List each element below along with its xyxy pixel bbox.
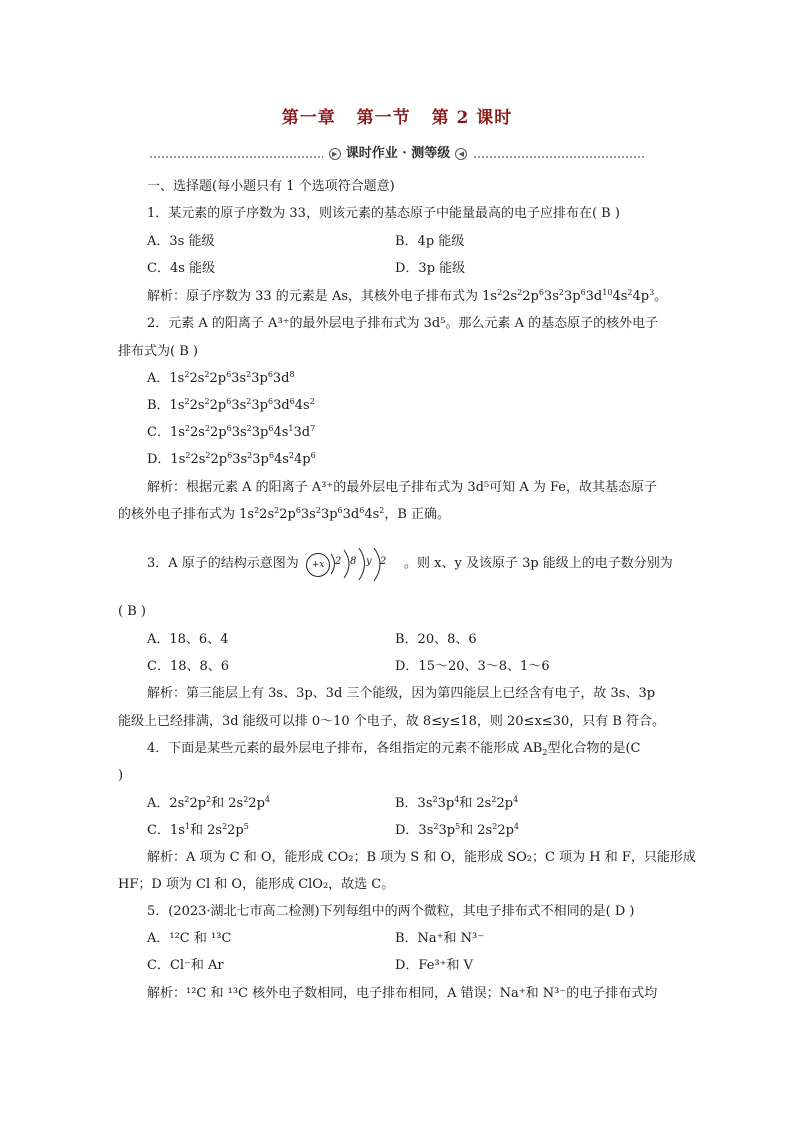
q2-analysis-line2	[118, 507, 450, 523]
config-superscript: 6	[538, 288, 544, 297]
q1-electron-config	[482, 289, 667, 304]
q4-option-d	[395, 823, 519, 839]
config-text: 2p	[497, 823, 514, 838]
q3-option-b: B．20、8、6	[395, 632, 477, 647]
config-superscript: 2	[288, 451, 294, 460]
config-text: 3d	[273, 398, 290, 413]
config-superscript: 2	[254, 506, 260, 515]
config-superscript: 6	[359, 506, 365, 515]
config-text: 2p	[522, 289, 539, 304]
config-text: 2s	[190, 452, 206, 467]
q2-option-c	[147, 425, 315, 441]
config-text: 3d	[585, 289, 603, 304]
q1-analysis	[147, 289, 667, 305]
q5-stem: 5．(2023·湖北七市高二检测)下列每组中的两个微粒，其电子排布式不相同的是( D )	[147, 904, 635, 919]
q3-answer: ( B )	[118, 604, 146, 619]
q4-analysis-line1: 解析：A 项为 C 和 O，能形成 CO₂；B 项为 S 和 O，能形成 SO₂；C 项为 H 和 F，只能形成	[147, 850, 696, 865]
config-text: 3d	[272, 371, 290, 386]
q4-analysis-line2: HF；D 项为 Cl 和 O，能形成 ClO₂，故选 C。	[118, 877, 395, 892]
config-text: 的核外电子排布式为 1s	[118, 507, 255, 522]
config-text: 和 2s	[211, 796, 244, 811]
config-text: B．1s	[147, 398, 185, 413]
config-text: 1s	[482, 289, 498, 304]
config-text: 和 2s	[459, 796, 492, 811]
section-label: 第一节	[356, 108, 411, 128]
config-text: 和 2s	[460, 823, 493, 838]
config-text: 2p	[209, 398, 227, 413]
config-text: D．1s	[147, 452, 186, 467]
config-text: 2s	[189, 371, 205, 386]
config-superscript: 6	[580, 288, 586, 297]
config-superscript: 3	[649, 288, 655, 297]
config-text: 3p	[438, 823, 456, 838]
shell-label: 8	[350, 556, 357, 567]
q1-option-d: D．3p 能级	[395, 261, 466, 276]
config-superscript: 4	[454, 795, 460, 804]
config-superscript: 2	[315, 506, 321, 515]
section-heading: 一、选择题(每小题只有 1 个选项符合题意)	[147, 179, 395, 194]
config-superscript: 6	[226, 397, 232, 406]
config-superscript: 8	[289, 370, 295, 379]
config-superscript: 2	[184, 397, 190, 406]
q3-stem-before: 3．A 原子的结构示意图为	[147, 556, 299, 571]
config-superscript: 2	[184, 370, 190, 379]
config-superscript: 2	[243, 795, 249, 804]
section-banner	[150, 145, 644, 159]
config-superscript: 6	[337, 506, 343, 515]
config-text: 4p	[293, 452, 311, 467]
config-text: 3d	[293, 425, 311, 440]
q3-analysis-line2: 能级上已经排满，3d 能级可以排 0～10 个电子，故 8≤y≤18，则 20≤x≤30，只有 B 符合。	[118, 714, 666, 729]
config-superscript: 5	[243, 822, 249, 831]
q4-stem-text: 4．下面是某些元素的最外层电子排布，各组指定的元素不能形成 AB	[147, 741, 543, 756]
config-text: 3p	[251, 371, 268, 386]
q4-option-c	[147, 823, 249, 839]
config-superscript: 2	[247, 451, 253, 460]
q1-option-c: C．4s 能级	[147, 261, 216, 276]
config-text: 4s	[294, 398, 310, 413]
config-text: 4s	[273, 425, 289, 440]
config-text: 3s	[232, 452, 248, 467]
q4-stem-tail: 型化合物的是(C	[547, 741, 641, 756]
config-text: 4s	[612, 289, 628, 304]
config-superscript: 1	[288, 424, 294, 433]
config-superscript: 2	[184, 424, 190, 433]
q2-analysis-line1: 解析：根据元素 A 的阳离子 A³⁺的最外层电子排布式为 3d⁵可知 A 为 Fe，故其基态原子	[147, 480, 657, 495]
config-text: 3p	[252, 452, 269, 467]
q5-option-c: C．Cl⁻和 Ar	[147, 958, 224, 973]
q4-stem-line1	[147, 741, 640, 757]
config-text: A．2s	[147, 796, 185, 811]
q2-option-d	[147, 452, 316, 468]
config-text: 2p	[210, 425, 227, 440]
shell-label: 2	[335, 556, 342, 567]
config-superscript: 4	[513, 795, 519, 804]
q5-option-d: D．Fe³⁺和 V	[395, 958, 474, 973]
banner-title: 课时作业 · 测等级	[345, 146, 451, 161]
q4-stem-subscript: 2	[542, 748, 548, 757]
config-text: 3p	[320, 507, 338, 522]
config-text: 2s	[189, 398, 205, 413]
q1-stem: 1．某元素的原子序数为 33，则该元素的基态原子中能量最高的电子应排布在( B )	[147, 206, 620, 221]
config-superscript: 6	[226, 424, 232, 433]
config-superscript: 4	[513, 822, 520, 831]
config-text: C．1s	[147, 823, 185, 838]
q1-option-a: A．3s 能级	[147, 234, 215, 249]
config-superscript: 6	[268, 424, 274, 433]
q3-option-d: D．15～20、3～8、1～6	[395, 659, 550, 674]
q2-stem-line2: 排布式为( B )	[118, 344, 198, 359]
q3-stem-after: 。则 x、y 及该原子 3p 能级上的电子数分别为	[404, 556, 673, 571]
q4-option-a	[147, 796, 270, 812]
config-superscript: 2	[491, 795, 497, 804]
config-text: A．1s	[147, 371, 185, 386]
config-text: 3s	[231, 371, 247, 386]
config-superscript: 2	[246, 370, 252, 379]
play-left-icon: ◀	[455, 148, 467, 160]
config-superscript: 2	[379, 506, 385, 515]
config-superscript: 2	[205, 451, 211, 460]
config-superscript: 5	[455, 822, 461, 831]
banner-title-box	[323, 142, 473, 161]
config-superscript: 2	[517, 288, 523, 297]
config-text: D．3s	[395, 823, 434, 838]
config-text: 和 2s	[189, 823, 223, 838]
config-superscript: 2	[185, 451, 191, 460]
config-text: 3p	[251, 398, 268, 413]
config-superscript: 10	[602, 288, 613, 297]
config-text: 4s	[364, 507, 380, 522]
config-text: 3s	[231, 425, 247, 440]
config-superscript: 6	[268, 451, 274, 460]
config-superscript: 2	[222, 822, 228, 831]
config-text: 3s	[543, 289, 559, 304]
config-superscript: 6	[310, 451, 316, 460]
config-superscript: 2	[558, 288, 564, 297]
config-superscript: 2	[492, 822, 498, 831]
q4-stem-line2: )	[118, 768, 124, 783]
config-superscript: 2	[204, 397, 210, 406]
config-text: 2p	[189, 796, 207, 811]
config-superscript: 2	[274, 506, 280, 515]
electron-shell-arcs	[304, 548, 404, 582]
config-text: 2p	[279, 507, 296, 522]
config-text: 2p	[227, 823, 244, 838]
q2-option-b	[147, 398, 315, 414]
config-text: 3d	[342, 507, 360, 522]
config-superscript: 2	[246, 424, 252, 433]
config-text: 3s	[231, 398, 247, 413]
config-superscript: 2	[246, 397, 252, 406]
config-superscript: 2	[497, 288, 503, 297]
shell-label: 2	[380, 556, 387, 567]
config-superscript: 2	[206, 795, 212, 804]
config-superscript: 6	[267, 370, 273, 379]
config-text: 。	[654, 289, 668, 304]
config-text: 4s	[273, 452, 289, 467]
lesson-label: 第 2 课时	[431, 108, 513, 128]
config-superscript: 6	[267, 397, 274, 406]
q3-analysis-line1: 解析：第三能层上有 3s、3p、3d 三个能级，因为第四能层上已经含有电子，故 3s、3p	[147, 686, 656, 701]
play-right-icon: ▶	[329, 148, 341, 160]
q4-option-b	[395, 796, 518, 812]
config-text: 2p	[209, 371, 227, 386]
q1-option-b: B．4p 能级	[395, 234, 465, 249]
q5-analysis: 解析：¹²C 和 ¹³C 核外电子数相同，电子排布相同，A 错误；Na⁺和 N³⁻的电子排布式均	[147, 986, 658, 1001]
config-superscript: 2	[433, 822, 439, 831]
config-text: 3s	[300, 507, 316, 522]
config-text: ，B 正确。	[384, 507, 451, 522]
config-superscript: 4	[264, 795, 270, 804]
config-text: 3p	[251, 425, 269, 440]
config-text: 2p	[248, 796, 265, 811]
config-superscript: 6	[226, 370, 232, 379]
config-superscript: 6	[289, 397, 295, 406]
config-superscript: 2	[204, 370, 210, 379]
config-superscript: 2	[432, 795, 438, 804]
q2-option-a	[147, 371, 295, 387]
q2-stem-line1: 2．元素 A 的阳离子 A³⁺的最外层电子排布式为 3d⁵。那么元素 A 的基态原子的核外电子	[147, 316, 659, 331]
shell-label: y	[366, 556, 372, 567]
config-text: 2p	[210, 452, 228, 467]
config-superscript: 7	[310, 424, 316, 433]
config-superscript: 2	[309, 397, 315, 406]
nucleus: +x	[306, 553, 330, 577]
config-text: C．1s	[147, 425, 185, 440]
q3-option-a: A．18、6、4	[147, 632, 229, 647]
q5-option-a: A．¹²C 和 ¹³C	[147, 931, 232, 946]
config-superscript: 1	[184, 822, 190, 831]
config-text: 2s	[189, 425, 205, 440]
config-superscript: 2	[184, 795, 190, 804]
q1-analysis-text: 解析：原子序数为 33 的元素是 As，其核外电子排布式为	[147, 289, 483, 304]
atom-structure-diagram	[304, 548, 404, 582]
config-text: 2p	[496, 796, 514, 811]
config-text: 3p	[563, 289, 581, 304]
config-text: B．3s	[395, 796, 433, 811]
config-text: 2s	[259, 507, 275, 522]
config-superscript: 6	[227, 451, 233, 460]
q3-option-c: C．18、8、6	[147, 659, 230, 674]
config-superscript: 2	[627, 288, 633, 297]
config-superscript: 2	[204, 424, 211, 433]
config-superscript: 6	[295, 506, 301, 515]
config-text: 4p	[632, 289, 650, 304]
config-text: 3p	[437, 796, 455, 811]
q5-option-b: B．Na⁺和 N³⁻	[395, 931, 485, 946]
chapter-label: 第一章	[281, 108, 336, 128]
config-text: 2s	[502, 289, 518, 304]
page-title	[0, 103, 794, 128]
